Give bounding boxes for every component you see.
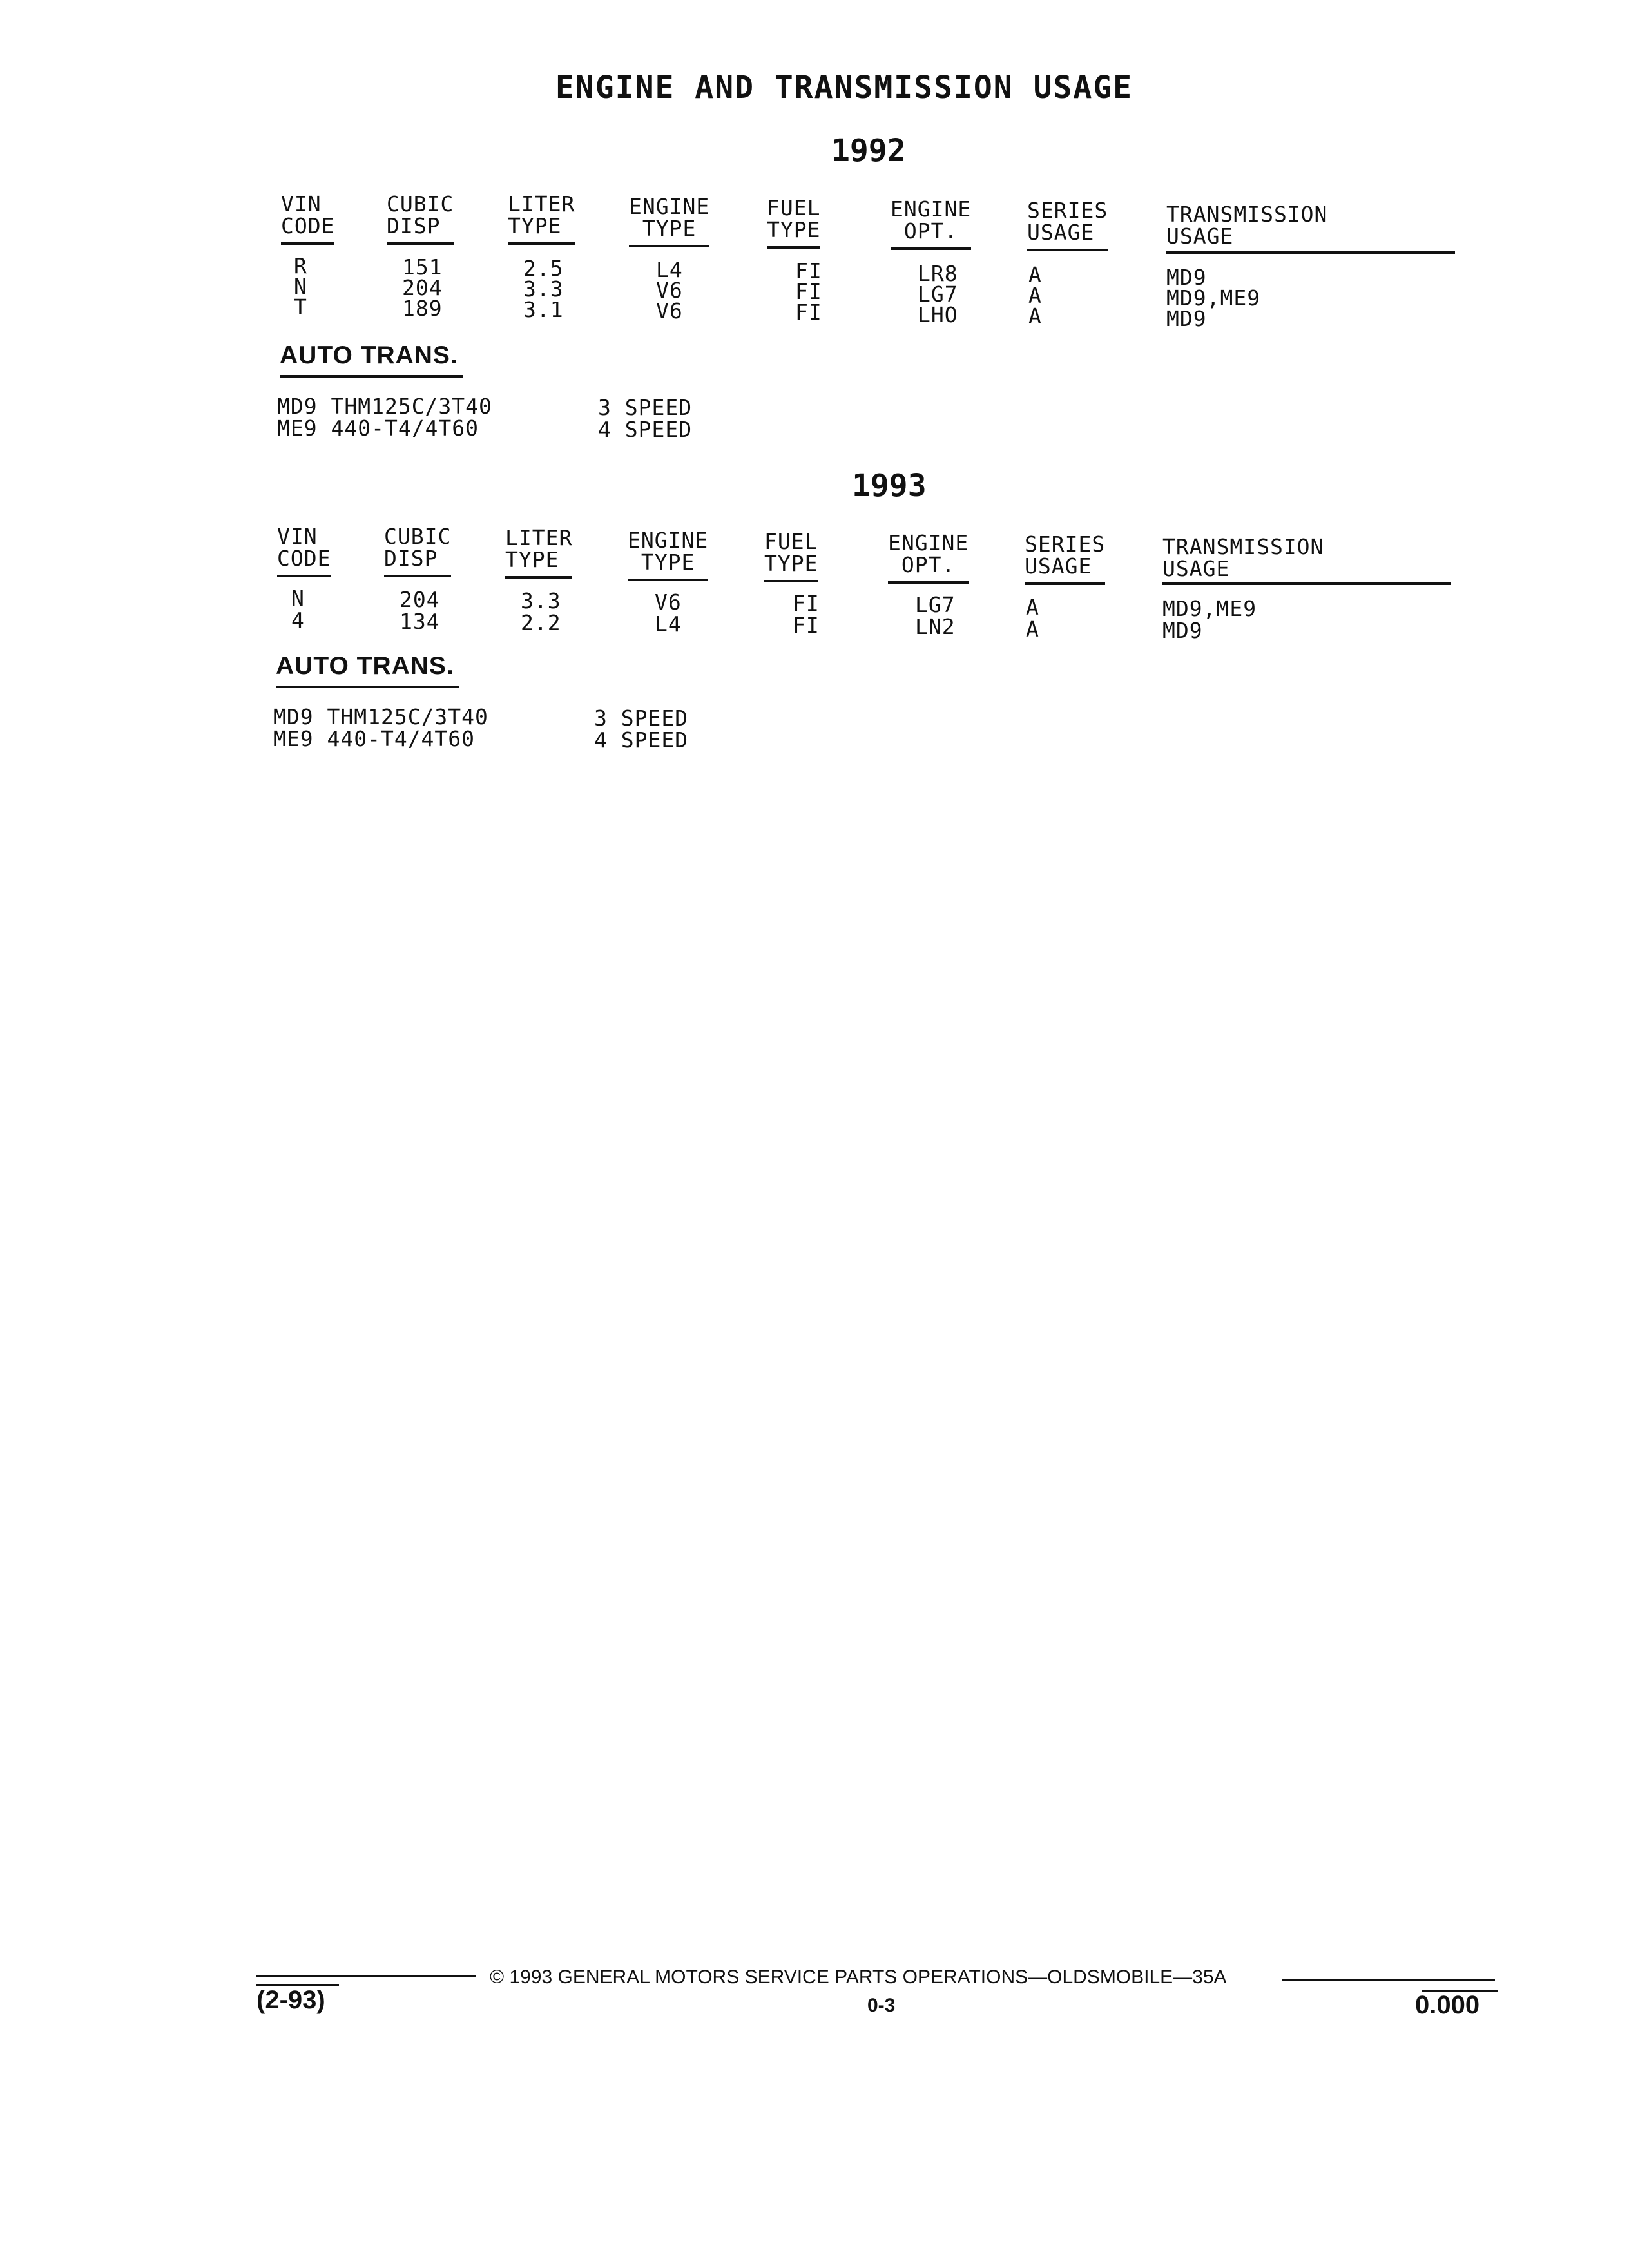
col-header-series-usage: SERIES USAGE [1027,198,1108,245]
footer-copyright: © 1993 GENERAL MOTORS SERVICE PARTS OPERATIONS—OLDSMOBILE—35A [490,1966,1227,1988]
engine-opt: LG7 [918,282,958,307]
trans-speed: 3 SPEED [594,706,689,731]
transmission-usage: MD9,ME9 [1166,285,1261,311]
col-header-liter-type: LITER TYPE [508,191,575,238]
col-header-vin-code: VIN CODE [281,191,335,238]
liter-type: 2.2 [521,610,561,635]
transmission-usage: MD9 [1162,618,1203,643]
engine-type: V6 [656,278,683,303]
trans-speed: 4 SPEED [594,727,689,753]
engine-type: V6 [655,590,682,615]
trans-code: MD9 [273,704,314,729]
list-item [273,706,488,728]
cubic-disp: 134 [400,609,440,634]
col-header-engine-type: ENGINE TYPE [629,194,710,241]
section-year-1993: 1993 [852,468,927,504]
engine-type: L4 [655,611,682,637]
engine-opt: LHO [918,302,958,327]
engine-opt: LN2 [915,614,956,639]
section-year-1992: 1992 [831,133,906,169]
engine-opt: LG7 [915,592,956,617]
auto-trans-heading: AUTO TRANS. [276,652,454,680]
footer-rule-left [256,1975,476,1977]
list-item [277,418,479,439]
trans-model: 440-T4/4T60 [327,726,476,751]
vin-code: N [294,274,307,299]
trans-code: ME9 [273,726,314,751]
footer-date-code: (2-93) [256,1986,325,2014]
trans-model: 440-T4/4T60 [331,416,479,441]
col-header-liter-type: LITER TYPE [505,525,573,572]
vin-code: N [291,586,305,611]
fuel-type: FI [793,591,820,616]
col-header-vin-code: VIN CODE [277,524,331,571]
transmission-usage: MD9 [1166,306,1207,331]
page-title: ENGINE AND TRANSMISSION USAGE [555,70,1133,106]
series-usage: A [1028,262,1042,287]
footer-rule-right [1282,1979,1495,1981]
vin-code: 4 [291,608,305,633]
trans-speed: 4 SPEED [598,417,693,442]
trans-speed: 3 SPEED [598,395,693,420]
trans-model: THM125C/3T40 [331,394,492,419]
fuel-type: FI [795,300,822,325]
col-header-fuel-type: FUEL TYPE [767,195,821,242]
col-header-transmission-usage: TRANSMISSION USAGE [1166,202,1328,249]
trans-code: MD9 [277,394,318,419]
liter-type: 2.5 [523,256,564,281]
footer-page-number: 0-3 [867,1995,896,2016]
liter-type: 3.3 [523,276,564,302]
series-usage: A [1026,595,1039,620]
engine-opt: LR8 [918,261,958,286]
col-header-fuel-type: FUEL TYPE [764,529,818,576]
footer-section-number: 0.000 [1415,1991,1480,2019]
fuel-type: FI [793,613,820,638]
cubic-disp: 189 [402,296,443,321]
list-item [277,396,492,418]
vin-code: T [294,294,307,320]
vin-code: R [294,253,307,278]
trans-model: THM125C/3T40 [327,704,488,729]
engine-type: V6 [656,298,683,323]
fuel-type: FI [795,279,822,304]
engine-type: L4 [656,257,683,282]
fuel-type: FI [795,258,822,284]
header-underline [1162,582,1451,585]
auto-trans-heading: AUTO TRANS. [280,341,458,369]
cubic-disp: 204 [400,587,440,612]
series-usage: A [1026,617,1039,642]
liter-type: 3.1 [523,297,564,322]
col-header-series-usage: SERIES USAGE [1025,532,1106,579]
cubic-disp: 204 [402,275,443,300]
header-underline [1166,251,1455,254]
col-header-engine-opt: ENGINE OPT. [891,197,972,244]
series-usage: A [1028,303,1042,329]
transmission-usage: MD9,ME9 [1162,596,1257,621]
col-header-engine-opt: ENGINE OPT. [888,530,969,577]
col-header-cubic-disp: CUBIC DISP [384,524,452,571]
col-header-transmission-usage: TRANSMISSION USAGE [1162,534,1324,581]
col-header-engine-type: ENGINE TYPE [628,528,709,575]
series-usage: A [1028,283,1042,308]
cubic-disp: 151 [402,255,443,280]
col-header-cubic-disp: CUBIC DISP [387,191,454,238]
transmission-usage: MD9 [1166,265,1207,290]
liter-type: 3.3 [521,588,561,613]
list-item [273,728,475,750]
trans-code: ME9 [277,416,318,441]
